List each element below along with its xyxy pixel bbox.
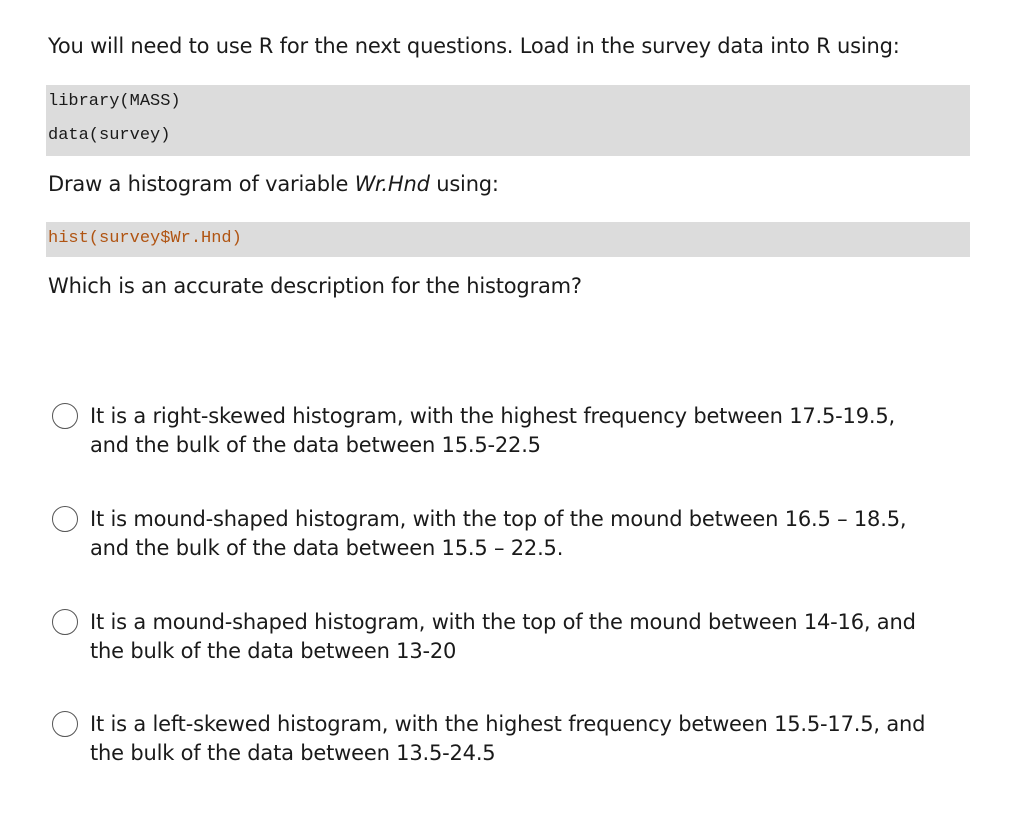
variable-name: Wr.Hnd (354, 172, 430, 196)
option-2[interactable] (52, 505, 906, 563)
option-line: It is mound-shaped histogram, with the top of the mound between 16.5 – 18.5, (90, 507, 907, 531)
option-label (90, 402, 895, 460)
draw-prefix: Draw a histogram of variable (48, 172, 355, 196)
option-1[interactable] (52, 402, 895, 460)
draw-instruction (48, 172, 499, 196)
code-block-load (46, 85, 970, 156)
option-line: the bulk of the data between 13.5-24.5 (90, 741, 496, 765)
code-line: library(MASS) (48, 92, 181, 111)
option-label (90, 608, 916, 666)
option-4[interactable] (52, 710, 925, 768)
radio-button[interactable] (52, 609, 78, 635)
option-label (90, 710, 925, 768)
option-label (90, 505, 906, 563)
draw-suffix: using: (429, 172, 499, 196)
option-line: and the bulk of the data between 15.5 – 22.5. (90, 536, 564, 560)
code-block-hist (46, 222, 970, 257)
option-line: It is a mound-shaped histogram, with the top of the mound between 14-16, and (90, 610, 916, 634)
radio-button[interactable] (52, 403, 78, 429)
option-line: It is a left-skewed histogram, with the highest frequency between 15.5-17.5, and (90, 712, 926, 736)
option-line: It is a right-skewed histogram, with the highest frequency between 17.5-19.5, (90, 404, 895, 428)
radio-button[interactable] (52, 506, 78, 532)
option-line: and the bulk of the data between 15.5-22.5 (90, 433, 541, 457)
option-3[interactable] (52, 608, 916, 666)
code-line: hist(survey$Wr.Hnd) (48, 229, 242, 248)
code-line: data(survey) (48, 126, 171, 145)
radio-button[interactable] (52, 711, 78, 737)
option-line: the bulk of the data between 13-20 (90, 639, 457, 663)
question-text: Which is an accurate description for the histogram? (48, 274, 582, 298)
intro-text: You will need to use R for the next questions. Load in the survey data into R using: (48, 34, 900, 58)
